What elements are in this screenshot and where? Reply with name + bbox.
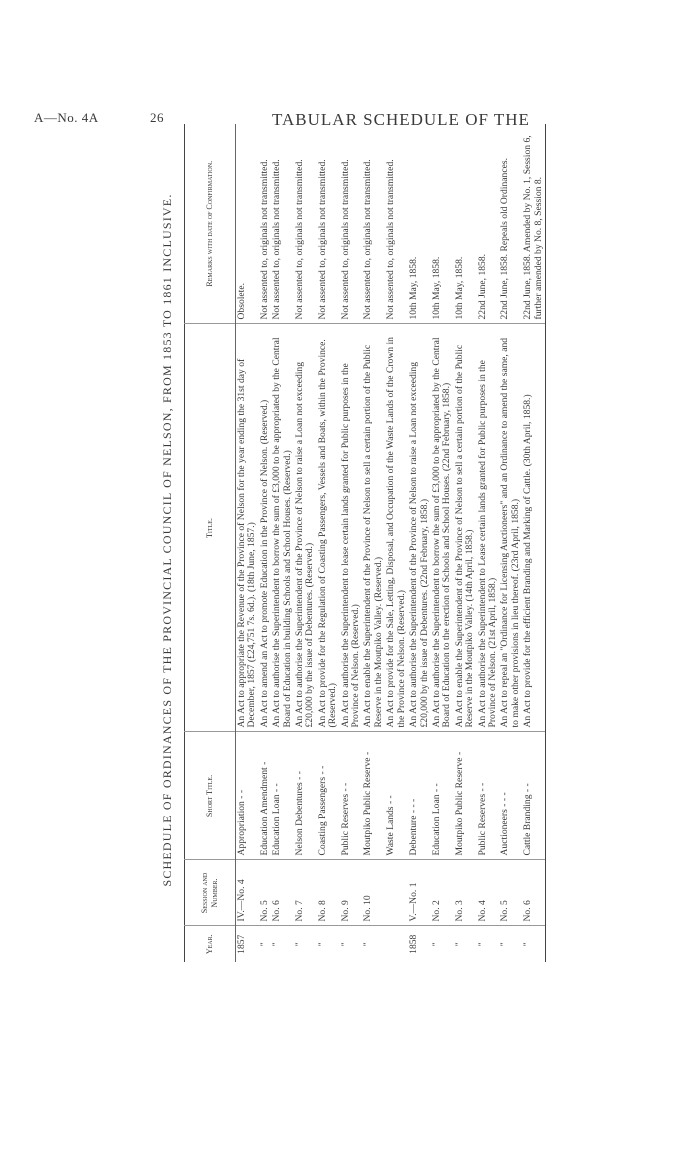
cell-year: "	[317, 926, 340, 962]
cell-short-title: Public Reserves - -	[477, 732, 500, 860]
cell-short-title: Nelson Debentures - -	[294, 732, 317, 860]
col-header-session: Session and Number.	[185, 860, 236, 926]
table-row	[499, 124, 522, 962]
cell-year: "	[362, 926, 385, 962]
cell-remarks: Not assented to, originals not transmitted.	[258, 159, 270, 320]
table-row	[271, 124, 294, 962]
cell-title: An Act to enable the Superintendent of the Province of Nelson to sell a certain portion of the Public Reserve in the Moutpiko Valley. (Reserved.)	[362, 324, 385, 732]
ordinance-table	[184, 124, 546, 962]
cell-remarks: 10th May, 1858.	[430, 256, 442, 320]
cell-session: No. 7	[294, 860, 317, 926]
cell-short-title: Education Amendment -	[259, 732, 271, 860]
table-row	[340, 124, 363, 962]
header-running-title: TABULAR SCHEDULE OF THE	[272, 110, 530, 129]
cell-year	[385, 926, 408, 962]
cell-short-title: Appropriation - -	[236, 732, 259, 860]
cell-session: No. 3	[454, 860, 477, 926]
cell-remarks: 10th May, 1858.	[408, 256, 420, 320]
table-row	[236, 124, 259, 962]
cell-short-title: Moutpiko Public Reserve -	[454, 732, 477, 860]
cell-session: No. 8	[317, 860, 340, 926]
cell-short-title: Public Reserves - -	[340, 732, 363, 860]
cell-remarks: 10th May, 1858.	[453, 256, 465, 320]
cell-session: No. 6	[522, 860, 545, 926]
cell-title: An Act to authorise the Superintendent of the Province of Nelson to raise a Loan not exceeding £20,000 by the issue of Debentures. (Reserved.)	[294, 324, 317, 732]
cell-session: No. 10	[362, 860, 385, 926]
cell-session: No. 5	[259, 860, 271, 926]
cell-year: "	[431, 926, 454, 962]
cell-remarks: 22nd June, 1858. Amended by No. 1, Session 6, further amended by No. 8, Session 8.	[522, 124, 545, 324]
cell-year: "	[499, 926, 522, 962]
col-header-year: Year.	[185, 926, 236, 962]
cell-session: No. 2	[431, 860, 454, 926]
cell-remarks: Not assented to, originals not transmitted.	[294, 159, 306, 320]
table-row	[385, 124, 408, 962]
col-header-remarks: Remarks with date of Confirmation.	[185, 124, 236, 324]
table-row	[522, 124, 545, 962]
cell-title: An Act to repeal an "Ordinance for Licensing Auctioneers" and an Ordinance to amend the same, and to make other provisions in lieu thereof. (23rd April, 1858.)	[499, 324, 522, 732]
cell-short-title: Auctioneers - - -	[499, 732, 522, 860]
cell-title: An Act to provide for the Regulation of Coasting Passengers, Vessels and Boats, within the Province. (Reserved.)	[317, 324, 340, 732]
col-header-title: Title.	[185, 324, 236, 732]
cell-title: An Act to enable the Superintendent of the Province of Nelson to sell a certain portion of the Public Reserve in the Moutpiko Valley. (14th April, 1858.)	[454, 324, 477, 732]
cell-title: An Act to appropriate the Revenue of the Province of Nelson for the year ending the 31st day of December, 1857 (£24,751 7s. 6d.). (18th June, 1857.)	[236, 324, 259, 732]
table-row	[477, 124, 500, 962]
cell-title: An Act to provide for the efficient Branding and Marking of Cattle. (30th April, 1858.)	[522, 324, 545, 732]
cell-remarks: 22nd June, 1858. Repeals old Ordinances.	[499, 158, 511, 320]
cell-remarks: Not assented to, originals not transmitted.	[385, 159, 397, 320]
cell-short-title: Moutpiko Public Reserve -	[362, 732, 385, 860]
schedule-title: SCHEDULE OF ORDINANCES OF THE PROVINCIAL COUNCIL OF NELSON, FROM 1853 TO 1861 INCLUSIVE.	[160, 193, 174, 887]
cell-remarks: Not assented to, originals not transmitted.	[271, 159, 283, 320]
rotated-schedule-sheet	[160, 122, 680, 962]
cell-title: An Act to authorise the Superintendent to borrow the sum of £3,000 to be appropriated by the Central Board of Education to the erection of Schools and School Houses. (22nd February, 1858.)	[431, 324, 454, 732]
header-doc-number: A—No. 4A	[34, 110, 99, 125]
cell-session: No. 6	[271, 860, 294, 926]
table-row	[431, 124, 454, 962]
cell-year: "	[294, 926, 317, 962]
cell-year: "	[454, 926, 477, 962]
cell-short-title: Cattle Branding - -	[522, 732, 545, 860]
cell-remarks: Not assented to, originals not transmitted.	[339, 159, 351, 320]
table-row	[408, 124, 431, 962]
cell-short-title: Debenture - - -	[408, 732, 431, 860]
cell-year: "	[259, 926, 271, 962]
cell-remarks: Obsolete.	[236, 282, 247, 320]
cell-remarks: Not assented to, originals not transmitted.	[316, 159, 328, 320]
cell-title: An Act to authorise the Superintendent of the Province of Nelson to raise a Loan not exceeding £20,000 by the issue of Debentures. (22nd February, 1858.)	[408, 324, 431, 732]
table-row	[362, 124, 385, 962]
col-header-short-title: Short Title.	[185, 732, 236, 860]
table-row	[294, 124, 317, 962]
cell-title: An Act to amend an Act to promote Education in the Province of Nelson. (Reserved.)	[259, 324, 271, 732]
cell-year: "	[522, 926, 545, 962]
table-row	[259, 124, 271, 962]
cell-session	[385, 860, 408, 926]
cell-session: No. 4	[477, 860, 500, 926]
header-page-number: 26	[150, 110, 164, 125]
table-header-row	[185, 124, 236, 962]
cell-session: No. 5	[499, 860, 522, 926]
cell-short-title: Education Loan - -	[431, 732, 454, 860]
cell-title: An Act to authorise the Superintendent to borrow the sum of £3,000 to be appropriated by the Central Board of Education in building Schools and School Houses. (Reserved.)	[271, 324, 294, 732]
cell-short-title: Waste Lands - -	[385, 732, 408, 860]
cell-year: 1858	[408, 926, 431, 962]
cell-year: "	[271, 926, 294, 962]
cell-session: V.—No. 1	[408, 860, 431, 926]
cell-short-title: Education Loan - -	[271, 732, 294, 860]
cell-year: "	[340, 926, 363, 962]
cell-title: An Act to authorise the Superintendent to Lease certain lands granted for Public purposes in the Province of Nelson. (21st April, 1858.)	[477, 324, 500, 732]
cell-remarks: Not assented to, originals not transmitted.	[362, 159, 374, 320]
cell-session: IV.—No. 4	[236, 860, 259, 926]
cell-session: No. 9	[340, 860, 363, 926]
cell-title: An Act to provide for the Sale, Letting, Disposal, and Occupation of the Waste Lands of the Crown in the Province of Nelson. (Reserved.)	[385, 324, 408, 732]
table-row	[454, 124, 477, 962]
cell-remarks: 22nd June, 1858.	[476, 253, 488, 320]
cell-title: An Act to authorise the Superintendent to lease certain lands granted for Public purposes in the Province of Nelson. (Reserved.)	[340, 324, 363, 732]
table-row	[317, 124, 340, 962]
cell-year: 1857	[236, 926, 259, 962]
cell-year: "	[477, 926, 500, 962]
cell-short-title: Coasting Passengers - -	[317, 732, 340, 860]
